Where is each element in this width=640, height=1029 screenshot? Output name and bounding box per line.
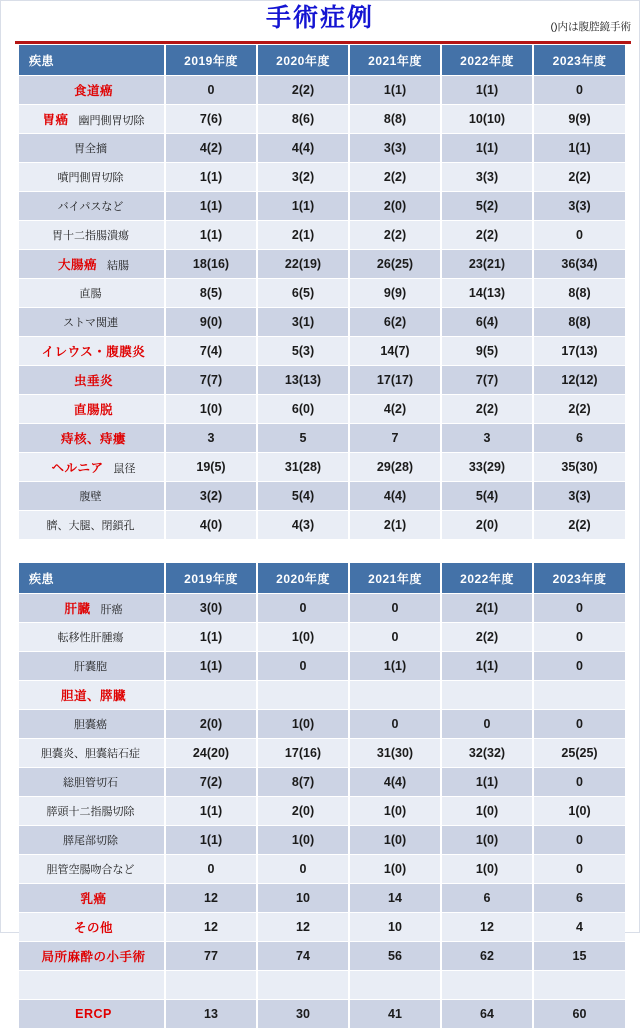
value-cell: 3(3)	[349, 134, 441, 163]
table-row	[19, 279, 625, 308]
value-cell: 0	[349, 710, 441, 739]
table-row	[19, 913, 625, 942]
table-header-row	[19, 563, 625, 594]
value-cell: 4(2)	[349, 395, 441, 424]
table-row	[19, 768, 625, 797]
value-cell: 31(28)	[257, 453, 349, 482]
table-row	[19, 424, 625, 453]
table-row	[19, 681, 625, 710]
value-cell: 15	[533, 942, 625, 971]
value-cell: 0	[349, 623, 441, 652]
sub-label: 胆嚢癌	[74, 719, 107, 731]
row-label-cell	[19, 134, 165, 163]
value-cell: 77	[165, 942, 257, 971]
row-label-cell	[19, 594, 165, 623]
value-cell	[349, 971, 441, 1000]
sub-label: 幽門側胃切除	[78, 115, 145, 127]
sub-label: 膵尾部切除	[63, 835, 118, 847]
value-cell: 12	[165, 913, 257, 942]
value-cell: 3(0)	[165, 594, 257, 623]
value-cell: 10	[257, 884, 349, 913]
value-cell: 1(1)	[165, 623, 257, 652]
value-cell: 0	[533, 826, 625, 855]
value-cell: 1(0)	[441, 855, 533, 884]
category-label: イレウス・腹膜炎	[41, 345, 146, 359]
value-cell: 19(5)	[165, 453, 257, 482]
row-label-cell	[19, 395, 165, 424]
value-cell: 6(4)	[441, 308, 533, 337]
value-cell: 0	[257, 855, 349, 884]
row-label-cell	[19, 826, 165, 855]
row-label-cell	[19, 1000, 165, 1029]
row-label-cell	[19, 424, 165, 453]
col-header-fy2023: 2023年度	[533, 563, 625, 594]
sub-label: バイパスなど	[57, 201, 124, 213]
value-cell: 3(3)	[533, 482, 625, 511]
row-label-cell	[19, 797, 165, 826]
value-cell: 8(8)	[533, 279, 625, 308]
value-cell: 0	[165, 855, 257, 884]
value-cell: 1(0)	[349, 797, 441, 826]
table-row	[19, 710, 625, 739]
row-label-cell	[19, 768, 165, 797]
value-cell: 8(5)	[165, 279, 257, 308]
value-cell: 7(4)	[165, 337, 257, 366]
value-cell: 2(2)	[349, 221, 441, 250]
value-cell: 1(1)	[349, 652, 441, 681]
value-cell: 0	[257, 652, 349, 681]
table-row	[19, 250, 625, 279]
value-cell: 12	[441, 913, 533, 942]
col-header-fy2023: 2023年度	[533, 45, 625, 76]
category-label: 直腸脱	[73, 403, 113, 417]
row-label-cell	[19, 913, 165, 942]
table-row	[19, 797, 625, 826]
table-row	[19, 308, 625, 337]
value-cell: 2(2)	[441, 221, 533, 250]
row-label-cell	[19, 308, 165, 337]
row-label-cell	[19, 855, 165, 884]
table-row	[19, 134, 625, 163]
category-label: ヘルニア	[51, 461, 104, 475]
category-label: 胃癌	[42, 113, 69, 127]
value-cell: 5	[257, 424, 349, 453]
sub-label: 膵頭十二指腸切除	[46, 806, 135, 818]
row-label-cell	[19, 453, 165, 482]
value-cell	[257, 681, 349, 710]
table-row	[19, 221, 625, 250]
value-cell	[533, 971, 625, 1000]
value-cell: 5(4)	[257, 482, 349, 511]
value-cell: 12(12)	[533, 366, 625, 395]
value-cell: 0	[533, 594, 625, 623]
value-cell: 7(7)	[165, 366, 257, 395]
value-cell: 26(25)	[349, 250, 441, 279]
row-label-cell	[19, 482, 165, 511]
value-cell: 2(2)	[441, 623, 533, 652]
value-cell: 10	[349, 913, 441, 942]
table-row	[19, 942, 625, 971]
category-label: 大腸癌	[57, 258, 97, 272]
table-row	[19, 76, 625, 105]
table-row	[19, 826, 625, 855]
value-cell: 5(3)	[257, 337, 349, 366]
value-cell: 1(0)	[533, 797, 625, 826]
value-cell: 8(8)	[349, 105, 441, 134]
value-cell: 31(30)	[349, 739, 441, 768]
row-label-cell	[19, 710, 165, 739]
value-cell: 22(19)	[257, 250, 349, 279]
table-row	[19, 192, 625, 221]
sub-label: ストマ関連	[63, 317, 118, 329]
value-cell: 13	[165, 1000, 257, 1029]
value-cell: 4(4)	[349, 768, 441, 797]
value-cell: 17(16)	[257, 739, 349, 768]
value-cell: 1(1)	[257, 192, 349, 221]
value-cell: 56	[349, 942, 441, 971]
value-cell: 8(8)	[533, 308, 625, 337]
row-label-cell	[19, 884, 165, 913]
value-cell: 1(1)	[533, 134, 625, 163]
row-label-cell	[19, 105, 165, 134]
category-label: 食道癌	[73, 84, 113, 98]
value-cell	[441, 971, 533, 1000]
value-cell: 4	[533, 913, 625, 942]
category-label: 乳癌	[80, 892, 107, 906]
value-cell: 35(30)	[533, 453, 625, 482]
value-cell: 2(0)	[441, 511, 533, 540]
value-cell: 13(13)	[257, 366, 349, 395]
table-2-wrapper	[19, 563, 625, 1029]
value-cell: 2(0)	[165, 710, 257, 739]
value-cell: 1(1)	[165, 826, 257, 855]
value-cell: 30	[257, 1000, 349, 1029]
value-cell: 74	[257, 942, 349, 971]
value-cell: 1(1)	[165, 163, 257, 192]
row-label-cell	[19, 250, 165, 279]
table-row	[19, 623, 625, 652]
row-label-cell	[19, 163, 165, 192]
value-cell: 18(16)	[165, 250, 257, 279]
value-cell: 7(7)	[441, 366, 533, 395]
value-cell: 6	[441, 884, 533, 913]
value-cell: 14(13)	[441, 279, 533, 308]
table-header-row	[19, 45, 625, 76]
col-header-fy2020: 2020年度	[257, 563, 349, 594]
table-row	[19, 105, 625, 134]
value-cell: 3(2)	[165, 482, 257, 511]
value-cell: 1(0)	[441, 797, 533, 826]
value-cell: 1(0)	[349, 855, 441, 884]
surgery-table-hbp	[19, 563, 625, 1029]
row-label-cell	[19, 511, 165, 540]
value-cell: 2(2)	[349, 163, 441, 192]
value-cell: 1(0)	[349, 826, 441, 855]
value-cell: 9(9)	[349, 279, 441, 308]
row-label-cell	[19, 221, 165, 250]
value-cell: 2(2)	[533, 163, 625, 192]
value-cell: 3(2)	[257, 163, 349, 192]
value-cell: 23(21)	[441, 250, 533, 279]
value-cell	[533, 681, 625, 710]
value-cell: 12	[165, 884, 257, 913]
value-cell: 2(2)	[257, 76, 349, 105]
category-label: 肝臓	[64, 602, 91, 616]
sub-label: 鼠径	[113, 463, 136, 475]
row-label-cell	[19, 337, 165, 366]
value-cell: 2(1)	[441, 594, 533, 623]
table-row	[19, 453, 625, 482]
value-cell: 0	[165, 76, 257, 105]
sub-label: 胃全摘	[74, 143, 107, 155]
value-cell: 0	[533, 652, 625, 681]
value-cell: 1(1)	[165, 652, 257, 681]
value-cell: 2(2)	[441, 395, 533, 424]
category-label: その他	[73, 921, 113, 935]
value-cell: 4(0)	[165, 511, 257, 540]
col-header-fy2019: 2019年度	[165, 45, 257, 76]
sub-label: 肝癌	[100, 604, 123, 616]
value-cell: 6	[533, 884, 625, 913]
page-header	[1, 1, 639, 45]
value-cell	[165, 681, 257, 710]
value-cell: 4(4)	[257, 134, 349, 163]
value-cell: 1(0)	[441, 826, 533, 855]
value-cell: 0	[257, 594, 349, 623]
value-cell: 14(7)	[349, 337, 441, 366]
row-label-cell	[19, 623, 165, 652]
value-cell: 9(0)	[165, 308, 257, 337]
sub-label: 結腸	[107, 260, 129, 272]
col-header-fy2021: 2021年度	[349, 563, 441, 594]
row-label-cell	[19, 652, 165, 681]
value-cell: 32(32)	[441, 739, 533, 768]
table-row	[19, 1000, 625, 1029]
value-cell: 2(1)	[257, 221, 349, 250]
value-cell: 2(1)	[349, 511, 441, 540]
table-row	[19, 594, 625, 623]
value-cell: 9(9)	[533, 105, 625, 134]
sub-label: 腹壁	[79, 491, 102, 503]
value-cell: 8(6)	[257, 105, 349, 134]
table-row	[19, 395, 625, 424]
value-cell: 1(1)	[165, 797, 257, 826]
value-cell: 14	[349, 884, 441, 913]
value-cell: 3(1)	[257, 308, 349, 337]
value-cell: 41	[349, 1000, 441, 1029]
value-cell: 5(2)	[441, 192, 533, 221]
value-cell: 4(3)	[257, 511, 349, 540]
value-cell: 1(1)	[441, 134, 533, 163]
value-cell: 64	[441, 1000, 533, 1029]
value-cell: 17(17)	[349, 366, 441, 395]
value-cell: 3(3)	[441, 163, 533, 192]
table-row	[19, 855, 625, 884]
sub-label: 噴門側胃切除	[57, 172, 124, 184]
value-cell: 1(1)	[349, 76, 441, 105]
value-cell: 3	[441, 424, 533, 453]
value-cell: 0	[441, 710, 533, 739]
value-cell: 8(7)	[257, 768, 349, 797]
table-row	[19, 884, 625, 913]
value-cell: 29(28)	[349, 453, 441, 482]
page-title: 手術症例	[265, 4, 374, 32]
value-cell	[257, 971, 349, 1000]
col-header-fy2021: 2021年度	[349, 45, 441, 76]
table-row	[19, 652, 625, 681]
value-cell: 0	[533, 76, 625, 105]
value-cell: 33(29)	[441, 453, 533, 482]
value-cell: 2(2)	[533, 395, 625, 424]
value-cell: 0	[533, 768, 625, 797]
value-cell: 7(2)	[165, 768, 257, 797]
col-header-fy2022: 2022年度	[441, 563, 533, 594]
value-cell: 1(1)	[165, 221, 257, 250]
col-header-disease: 疾患	[19, 45, 165, 76]
value-cell: 7	[349, 424, 441, 453]
value-cell: 17(13)	[533, 337, 625, 366]
value-cell: 36(34)	[533, 250, 625, 279]
value-cell: 1(0)	[165, 395, 257, 424]
value-cell: 4(4)	[349, 482, 441, 511]
value-cell: 62	[441, 942, 533, 971]
value-cell: 4(2)	[165, 134, 257, 163]
table-row	[19, 482, 625, 511]
value-cell: 7(6)	[165, 105, 257, 134]
value-cell: 0	[533, 221, 625, 250]
value-cell: 6(5)	[257, 279, 349, 308]
value-cell: 60	[533, 1000, 625, 1029]
table-row	[19, 971, 625, 1000]
sub-label: 胆嚢炎、胆嚢結石症	[41, 748, 140, 760]
value-cell	[441, 681, 533, 710]
table-row	[19, 163, 625, 192]
sub-label: 肝嚢胞	[74, 661, 107, 673]
row-label-cell	[19, 366, 165, 395]
row-label-cell	[19, 279, 165, 308]
sub-label: 転移性肝腫瘍	[57, 632, 124, 644]
value-cell: 0	[349, 594, 441, 623]
value-cell: 3	[165, 424, 257, 453]
value-cell	[349, 681, 441, 710]
table-spacer	[1, 540, 639, 563]
table-row	[19, 366, 625, 395]
col-header-disease: 疾患	[19, 563, 165, 594]
row-label-cell	[19, 739, 165, 768]
value-cell: 2(0)	[257, 797, 349, 826]
category-label: 虫垂炎	[73, 374, 113, 388]
sub-label: 胆管空腸吻合など	[46, 864, 135, 876]
sub-label: 総胆管切石	[63, 777, 118, 789]
sub-label: 胃十二指腸潰瘍	[52, 230, 129, 242]
col-header-fy2019: 2019年度	[165, 563, 257, 594]
table-1-body	[19, 76, 625, 540]
col-header-fy2022: 2022年度	[441, 45, 533, 76]
value-cell: 9(5)	[441, 337, 533, 366]
category-label: 局所麻酔の小手術	[41, 950, 146, 964]
surgery-table-gi	[19, 45, 625, 540]
value-cell: 0	[533, 710, 625, 739]
value-cell: 24(20)	[165, 739, 257, 768]
sub-label: 直腸	[79, 288, 102, 300]
value-cell: 6(2)	[349, 308, 441, 337]
sub-label: 臍、大腿、閉鎖孔	[46, 520, 135, 532]
value-cell: 1(0)	[257, 710, 349, 739]
row-label-cell	[19, 942, 165, 971]
value-cell: 6	[533, 424, 625, 453]
row-label-cell	[19, 192, 165, 221]
category-label: 胆道、膵臓	[60, 689, 126, 703]
value-cell: 1(0)	[257, 623, 349, 652]
value-cell: 2(0)	[349, 192, 441, 221]
value-cell: 3(3)	[533, 192, 625, 221]
value-cell: 1(0)	[257, 826, 349, 855]
col-header-fy2020: 2020年度	[257, 45, 349, 76]
value-cell: 12	[257, 913, 349, 942]
value-cell: 10(10)	[441, 105, 533, 134]
value-cell: 1(1)	[441, 768, 533, 797]
row-label-cell	[19, 971, 165, 1000]
value-cell: 1(1)	[441, 76, 533, 105]
table-row	[19, 337, 625, 366]
table-2-body	[19, 594, 625, 1029]
title-divider-rule	[15, 41, 631, 44]
table-row	[19, 739, 625, 768]
row-label-cell	[19, 681, 165, 710]
value-cell: 25(25)	[533, 739, 625, 768]
value-cell: 1(1)	[165, 192, 257, 221]
row-label-cell	[19, 76, 165, 105]
value-cell: 5(4)	[441, 482, 533, 511]
value-cell: 6(0)	[257, 395, 349, 424]
value-cell	[165, 971, 257, 1000]
value-cell: 1(1)	[441, 652, 533, 681]
value-cell: 0	[533, 855, 625, 884]
legend-note: ()内は腹腔鏡手術	[550, 21, 631, 33]
value-cell: 2(2)	[533, 511, 625, 540]
category-label: 痔核、痔瘻	[60, 432, 126, 446]
table-row	[19, 511, 625, 540]
table-1-wrapper	[19, 45, 625, 540]
value-cell: 0	[533, 623, 625, 652]
category-label: ERCP	[75, 1007, 112, 1021]
